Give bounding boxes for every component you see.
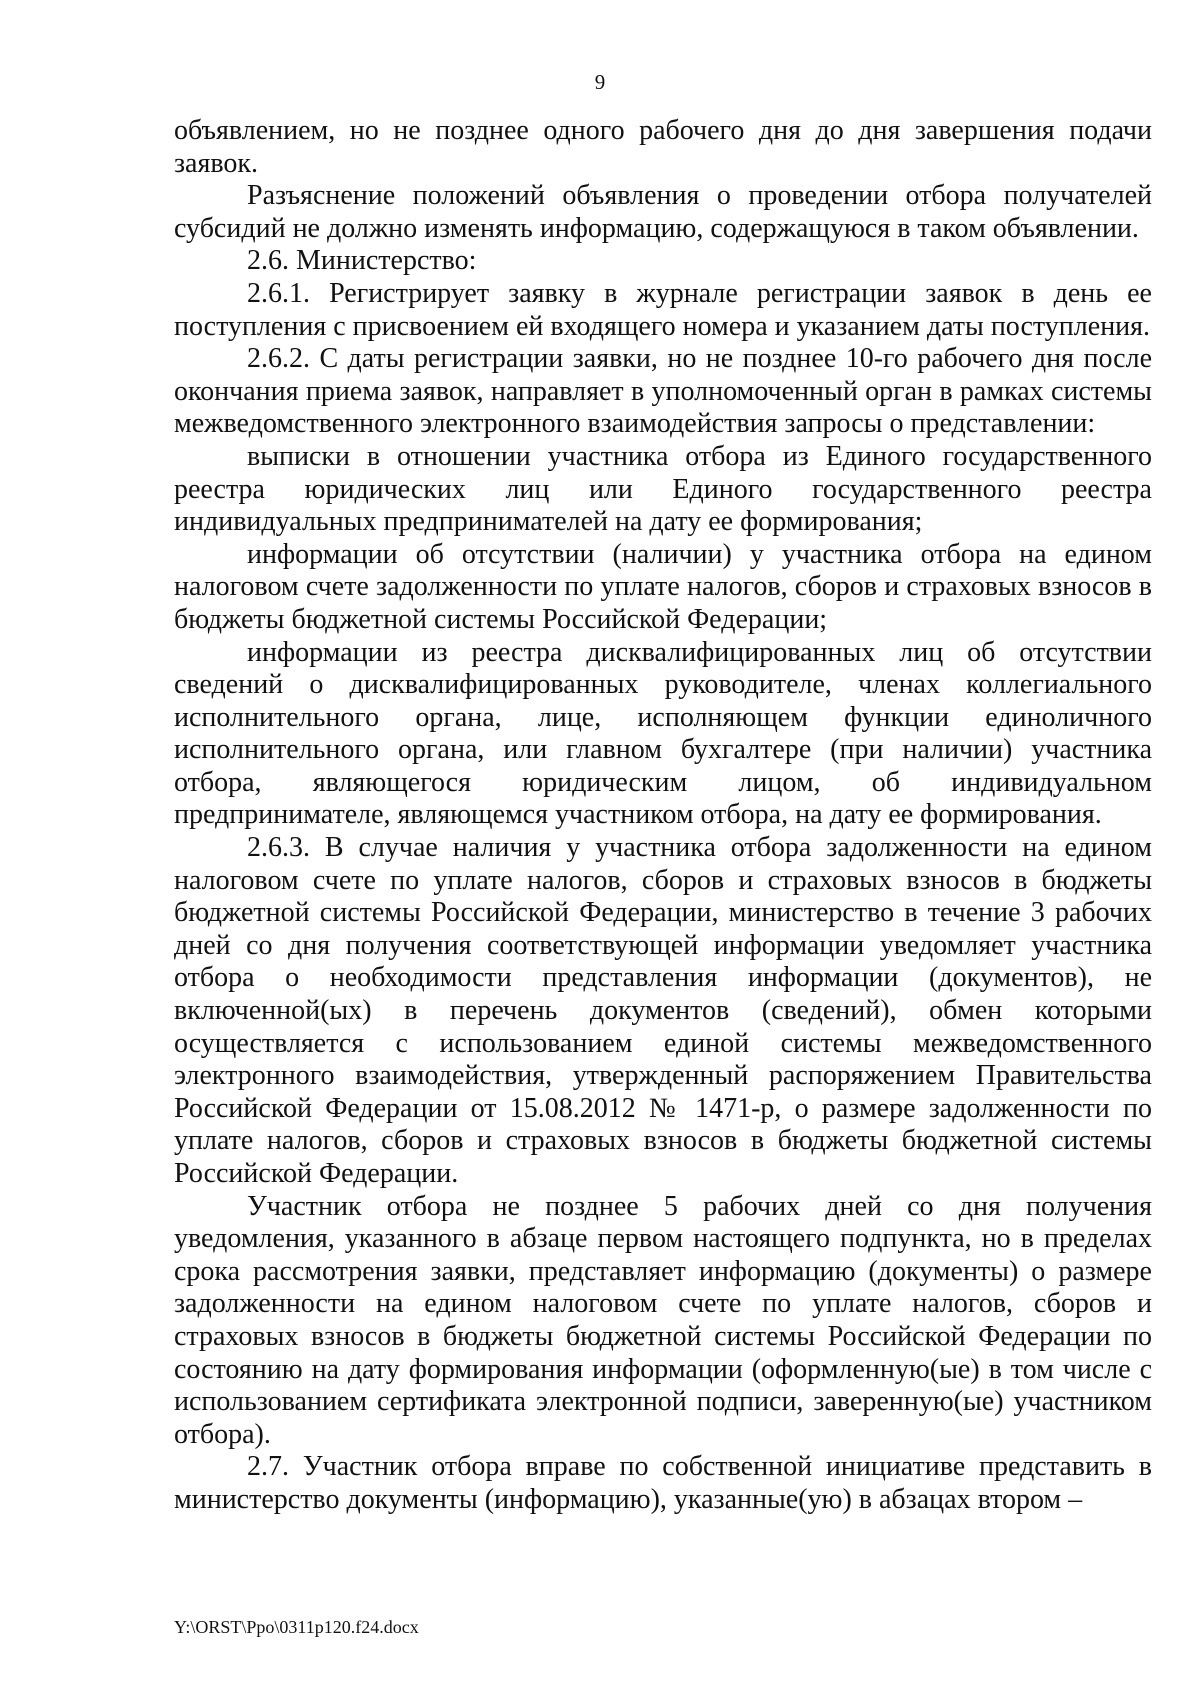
paragraph-section-2-6: 2.6. Министерство: [247, 245, 477, 277]
paragraph-tax-info-item: информации об отсутствии (наличии) у участника отбора на едином налоговом счете задолженности по уплате налогов, сборов и страховых взносов в бюджеты бюджетной системы Российской Федерации; [174, 538, 1152, 635]
paragraph-section-2-6-2: 2.6.2. С даты регистрации заявки, но не позднее 10-го рабочего дня после окончания приема заявок, направляет в уполномоченный орган в рамках системы межведомственного электронного взаимодействия запросы о представлении: [174, 343, 1152, 440]
paragraph-section-2-6-1: 2.6.1. Регистрирует заявку в журнале регистрации заявок в день ее поступления с присвоением ей входящего номера и указанием даты поступления. [174, 277, 1152, 342]
paragraph-section-2-7: 2.7. Участник отбора вправе по собственной инициативе представить в министерство документы (информацию), указанные(ую) в абзацах втором – [174, 1451, 1152, 1515]
paragraph-clarification: Разъяснение положений объявления о проведении отбора получателей субсидий не должно изменять информацию, содержащуюся в таком объявлении. [174, 180, 1152, 244]
paragraph-continuation: объявлением, но не позднее одного рабочего дня до дня завершения подачи заявок. [174, 115, 1152, 179]
paragraph-disqualified-item: информации из реестра дисквалифицированных лиц об отсутствии сведений о дисквалифицированных руководителе, членах коллегиального исполнительного органа, лице, исполняющем функции единоличного исполнительного органа, или главном бухгалтере (при наличии) участника отбора, являющегося юридическим лицом, об индивидуальном предпринимателе, являющемся участником отбора, на дату ее формирования. [174, 636, 1152, 831]
paragraph-section-2-6-3: 2.6.3. В случае наличия у участника отбора задолженности на едином налоговом счете по уплате налогов, сборов и страховых взносов в бюджеты бюджетной системы Российской Федерации, министерство в течение 3 рабочих дней со дня получения соответствующей информации уведомляет участника отбора о необходимости представления информации (документов), не включенной(ых) в перечень документов (сведений), обмен которыми осуществляется с использованием единой системы межведомственного электронного взаимодействия, утвержденный распоряжением Правительства Российской Федерации от 15.08.2012 № 1471-р, о размере задолженности по уплате налогов, сборов и страховых взносов в бюджеты бюджетной системы Российской Федерации. [174, 832, 1152, 1189]
paragraph-participant-response: Участник отбора не позднее 5 рабочих дней со дня получения уведомления, указанного в абзаце первом настоящего подпункта, но в пределах срока рассмотрения заявки, представляет информацию (документы) о размере задолженности на едином налоговом счете по уплате налогов, сборов и страховых взносов в бюджеты бюджетной системы Российской Федерации по состоянию на дату формирования информации (оформленную(ые) в том числе с использованием сертификата электронной подписи, заверенную(ые) участником отбора). [174, 1190, 1152, 1450]
document-body [174, 115, 1152, 1517]
page-number: 9 [594, 70, 606, 94]
footer-file-path: Y:\ORST\Ppo\0311p120.f24.docx [174, 1617, 419, 1637]
paragraph-extract-item: выписки в отношении участника отбора из Единого государственного реестра юридических лиц или Единого государственного реестра индивидуальных предпринимателей на дату ее формирования; [174, 440, 1152, 538]
